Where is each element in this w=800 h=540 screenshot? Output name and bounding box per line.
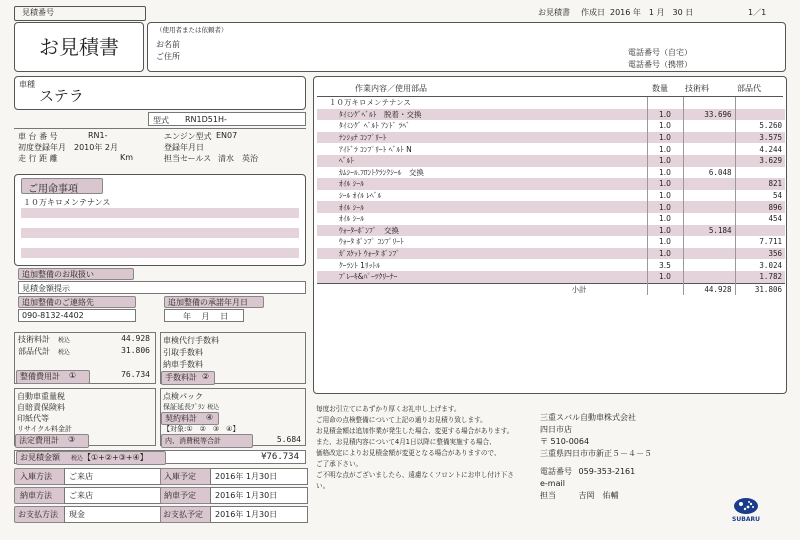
- chassis: RN1-: [88, 131, 108, 140]
- work-item-name: ｳｫｰﾀ ﾎﾟﾝﾌﾟ ｺﾝﾌﾟﾘｰﾄ: [339, 237, 404, 247]
- tech-total-value: 44.928: [121, 334, 150, 343]
- parts-total-row: 部品代計 税込 31.806: [18, 346, 150, 356]
- work-item-parts: 4.244: [735, 143, 785, 155]
- subtotal-parts: 31.806: [735, 283, 785, 295]
- work-item-parts: 1.782: [735, 271, 785, 283]
- work-row: [317, 143, 785, 155]
- work-item-tech: [683, 132, 735, 144]
- legal-2: 印紙代等: [17, 414, 49, 423]
- sales-person: 清水 英治: [218, 154, 258, 163]
- created-label: 作成日: [581, 8, 605, 17]
- work-item-name: ｶﾞｽｹｯﾄ ｳｫｰﾀ ﾎﾟﾝﾌﾟ: [339, 249, 401, 259]
- work-item-qty: 1.0: [647, 167, 683, 179]
- work-item-tech: 33.696: [683, 109, 735, 121]
- work-item-qty: 1.0: [647, 143, 683, 155]
- schedule-value: ご来店: [64, 468, 162, 485]
- reg-date-label: 登録年月日: [164, 143, 204, 152]
- schedule-plan-label: お支払予定: [160, 506, 212, 523]
- work-item-parts: [735, 167, 785, 179]
- work-row: [317, 201, 785, 213]
- subtotal-label: 小計: [571, 284, 587, 294]
- vehicle-details: [14, 128, 306, 168]
- work-table-header: [317, 82, 783, 95]
- empty-cell: [647, 97, 683, 109]
- mileage-label: 走 行 距 離: [18, 154, 58, 163]
- work-item-tech: [683, 259, 735, 271]
- service-total-value: 76.734: [121, 370, 150, 379]
- schedule-plan-value: 2016年 1月30日: [210, 468, 308, 485]
- sales-label: 担当セールス: [164, 154, 212, 163]
- first-reg-label: 初度登録年月: [18, 143, 66, 152]
- tech-total-row: 技術料計 税込 44.928: [18, 334, 150, 344]
- col-header-tech: 技術料: [685, 84, 709, 93]
- work-row: [317, 155, 785, 167]
- work-row: [317, 248, 785, 260]
- col-header-work: 作業内容／使用部品: [355, 84, 427, 93]
- notes-block: [316, 404, 526, 504]
- work-item-parts: 821: [735, 178, 785, 190]
- fee-total-label: 手数料計 ②: [161, 371, 215, 385]
- work-item-tech: 5.184: [683, 225, 735, 237]
- dealer-email-label: e-mail: [540, 479, 565, 488]
- extra-handling-value: 見積金額提示: [18, 281, 306, 294]
- work-item-name: ﾀｲﾐﾝｸﾞ ﾍﾞﾙﾄ ｱﾝﾄﾞ ﾗﾍﾞ: [339, 121, 410, 131]
- schedule-label: 入庫方法: [14, 468, 66, 485]
- work-row: [317, 109, 785, 121]
- col-header-qty: 数量: [652, 84, 668, 93]
- contract-label: 契約料計 ④: [161, 412, 219, 425]
- work-row: [317, 167, 785, 179]
- work-row: [317, 178, 785, 190]
- phone-home-label: 電話番号（自宅）: [628, 48, 692, 57]
- request-text: １０万キロメンテナンス: [23, 198, 111, 207]
- work-item-qty: 1.0: [647, 178, 683, 190]
- work-item-tech: [683, 155, 735, 167]
- subtotal-empty: [647, 283, 683, 295]
- dealer-company: 三重スバル自動車株式会社: [540, 413, 636, 422]
- legal-total-label: 法定費用計 ③: [15, 434, 89, 448]
- estimate-no-label: 見積番号: [22, 8, 54, 17]
- work-row: [317, 236, 785, 248]
- grand-total-row: [14, 450, 306, 464]
- vehicle-type-box: [14, 76, 306, 110]
- empty-cell: [735, 97, 785, 109]
- note-line: ご不明な点がございましたら、遠慮なくフロントにお申し付け下さい。: [316, 471, 514, 490]
- vehicle-type: ステラ: [39, 87, 84, 105]
- legal-3: リサイクル料金計: [17, 425, 73, 433]
- legal-block: [14, 388, 156, 446]
- request-box: [14, 174, 306, 266]
- vehicle-model: RN1D51H-: [185, 115, 227, 124]
- section-title: １０万キロメンテナンス: [329, 98, 411, 108]
- pack-block: [160, 388, 306, 446]
- extra-approval-label: 追加整備の承諾年月日: [164, 296, 264, 308]
- schedule-row-0: [14, 468, 306, 483]
- engine: EN07: [216, 131, 238, 140]
- title-box: [14, 22, 144, 72]
- tax-value: 5.684: [276, 435, 301, 444]
- work-row: [317, 259, 785, 271]
- work-row: [317, 132, 785, 144]
- schedule-value: 現金: [64, 506, 162, 523]
- work-item-qty: 1.0: [647, 190, 683, 202]
- dealer-address: 三重県四日市市新正５－４－５: [540, 449, 652, 458]
- grand-total-value: ¥76.734: [261, 452, 299, 462]
- request-line-1: [21, 208, 299, 218]
- schedule-row-1: [14, 487, 306, 502]
- target-label: 【対象:① ② ③ ④】: [163, 425, 240, 433]
- empty-cell: [683, 97, 735, 109]
- fee-2: 納車手数料: [163, 360, 203, 369]
- work-item-qty: 1.0: [647, 225, 683, 237]
- work-item-qty: 1.0: [647, 236, 683, 248]
- service-total-label-bar: 整備費用計 ①: [16, 370, 90, 384]
- created-date: 2016 年 1 月 30 日: [610, 8, 694, 17]
- work-item-parts: 54: [735, 190, 785, 202]
- legal-0: 自動車重量税: [17, 392, 65, 401]
- pack-label: 点検パック: [163, 392, 203, 401]
- work-item-qty: 1.0: [647, 155, 683, 167]
- work-item-qty: 3.5: [647, 259, 683, 271]
- vehicle-type-label: 車種: [19, 80, 35, 89]
- work-item-parts: [735, 225, 785, 237]
- estimate-no-field: [14, 6, 146, 21]
- work-item-tech: [683, 271, 735, 283]
- work-item-tech: [683, 120, 735, 132]
- note-line: ご用命の点検整備について上記の通りお見積り致します。: [316, 416, 487, 424]
- work-item-parts: 3.575: [735, 132, 785, 144]
- subaru-logo: [724, 495, 768, 525]
- fee-0: 車検代行手数料: [163, 336, 219, 345]
- warranty-label: 保証延長ﾌﾟﾗﾝ 税込: [163, 403, 220, 411]
- work-item-parts: 3.024: [735, 259, 785, 271]
- work-row: [317, 213, 785, 225]
- work-item-name: ｱｲﾄﾞﾗ ｺﾝﾌﾟﾘｰﾄ ﾍﾞﾙﾄ N: [339, 144, 412, 154]
- request-title: ご用命事項: [21, 178, 103, 194]
- legal-1: 自賠責保険料: [17, 403, 65, 412]
- schedule-value: ご来店: [64, 487, 162, 504]
- request-line-2: [21, 228, 299, 238]
- engine-label: エンジン型式: [164, 132, 212, 141]
- work-row: [317, 190, 785, 202]
- customer-box: [147, 22, 786, 72]
- work-item-parts: 5.260: [735, 120, 785, 132]
- work-item-tech: 6.048: [683, 167, 735, 179]
- note-line: 価格改定によりお見積金額が変更となる場合がありますので、: [316, 449, 501, 457]
- page-number: 1／1: [748, 8, 767, 17]
- work-row: [317, 120, 785, 132]
- work-item-name: ｵｲﾙ ｼｰﾙ: [339, 214, 364, 224]
- header-bar: [14, 6, 786, 20]
- schedule-plan-value: 2016年 1月30日: [210, 506, 308, 523]
- grand-total-label-bar: お見積金額 税込 【①+②+③+④】: [16, 451, 166, 465]
- subtotal-tech: 44.928: [683, 283, 735, 295]
- work-item-name: ｼｰﾙ ｵｲﾙ ﾚﾍﾞﾙ: [339, 191, 382, 201]
- work-item-name: ｶﾑｼｰﾙ.ﾌﾛﾝﾄｸﾗﾝｸｼｰﾙ 交換: [339, 167, 424, 177]
- dealer-staff: 担当 吉岡 佑輔: [540, 491, 619, 500]
- doc-type: お見積書: [538, 8, 570, 17]
- work-item-qty: 1.0: [647, 109, 683, 121]
- work-item-parts: 454: [735, 213, 785, 225]
- work-item-qty: 1.0: [647, 132, 683, 144]
- chassis-label: 車 台 番 号: [18, 132, 58, 141]
- col-header-parts: 部品代: [737, 84, 761, 93]
- schedule-plan-value: 2016年 1月30日: [210, 487, 308, 504]
- schedule-plan-label: 入庫予定: [160, 468, 212, 485]
- work-item-name: ｸｰﾗﾝﾄ 1ﾘｯﾄﾙ: [339, 260, 380, 270]
- work-item-name: ﾍﾞﾙﾄ: [339, 156, 354, 166]
- extra-handling-label: 追加整備のお取扱い: [18, 268, 134, 280]
- work-item-parts: 7.711: [735, 236, 785, 248]
- customer-name-label: お名前: [156, 40, 180, 49]
- customer-address-label: ご住所: [156, 52, 180, 61]
- work-item-name: ﾀｲﾐﾝｸﾞﾍﾞﾙﾄ 脱着・交換: [339, 109, 422, 119]
- work-item-tech: [683, 201, 735, 213]
- fee-1: 引取手数料: [163, 348, 203, 357]
- fees-block: [160, 332, 306, 384]
- note-line: また、お見積内容について4月1日以降に整備実施する場合、: [316, 438, 496, 446]
- note-line: ご了承下さい。: [316, 460, 363, 468]
- work-item-qty: 1.0: [647, 271, 683, 283]
- extra-contact-value: 090-8132-4402: [18, 309, 136, 322]
- work-item-tech: [683, 190, 735, 202]
- work-table: [317, 97, 785, 295]
- vehicle-model-label: 型式: [153, 116, 169, 125]
- extra-contact-label: 追加整備のご連絡先: [18, 296, 136, 308]
- request-line-3: [21, 248, 299, 258]
- dealer-branch: 四日市店: [540, 425, 572, 434]
- work-row: [317, 271, 785, 283]
- work-item-parts: 356: [735, 248, 785, 260]
- work-item-parts: [735, 109, 785, 121]
- work-item-parts: 3.629: [735, 155, 785, 167]
- first-reg: 2010年 2月: [74, 143, 118, 152]
- work-item-qty: 1.0: [647, 120, 683, 132]
- logo-text: SUBARU: [732, 516, 760, 523]
- work-item-name: ｳｫｰﾀｰﾎﾟﾝﾌﾟ 交換: [339, 225, 399, 235]
- work-item-name: ﾌﾞﾚｰｷ&ﾊﾟｰﾂｸﾘｰﾅｰ: [339, 272, 398, 282]
- phone-mobile-label: 電話番号（携帯）: [628, 60, 692, 69]
- dealer-phone: 電話番号 059-353-2161: [540, 467, 636, 476]
- work-item-qty: 1.0: [647, 213, 683, 225]
- vehicle-model-row: [148, 112, 306, 126]
- tax-label: 内、消費税等合計: [161, 434, 253, 448]
- dealer-zip: 〒 510-0064: [540, 437, 590, 446]
- work-item-parts: 896: [735, 201, 785, 213]
- schedule-row-2: [14, 506, 306, 521]
- work-item-tech: [683, 248, 735, 260]
- note-line: 毎度お引立てにあずかり厚くお礼申し上げます。: [316, 405, 461, 413]
- subtotal-row: [317, 283, 785, 295]
- work-item-tech: [683, 236, 735, 248]
- schedule-label: お支払方法: [14, 506, 66, 523]
- section-row: [317, 97, 785, 109]
- work-item-name: ｵｲﾙ ｼｰﾙ: [339, 179, 364, 189]
- work-item-tech: [683, 143, 735, 155]
- parts-total-value: 31.806: [121, 346, 150, 355]
- work-item-qty: 1.0: [647, 248, 683, 260]
- note-line: お見積金額は追加作業が発生した場合、変更する場合があります。: [316, 427, 514, 435]
- work-item-qty: 1.0: [647, 201, 683, 213]
- service-total-row: [16, 370, 154, 382]
- work-item-tech: [683, 178, 735, 190]
- schedule-label: 納車方法: [14, 487, 66, 504]
- work-row: [317, 225, 785, 237]
- work-item-tech: [683, 213, 735, 225]
- customer-caption: （使用者または依頼者）: [156, 26, 228, 34]
- work-item-name: ｵｲﾙ ｼｰﾙ: [339, 202, 364, 212]
- work-item-name: ﾃﾝｼｮﾅ ｺﾝﾌﾟﾘｰﾄ: [339, 133, 387, 143]
- schedule-plan-label: 納車予定: [160, 487, 212, 504]
- mileage-unit: Km: [120, 153, 134, 162]
- page-title: お見積書: [39, 35, 119, 59]
- extra-approval-value: 年 月 日: [164, 309, 244, 322]
